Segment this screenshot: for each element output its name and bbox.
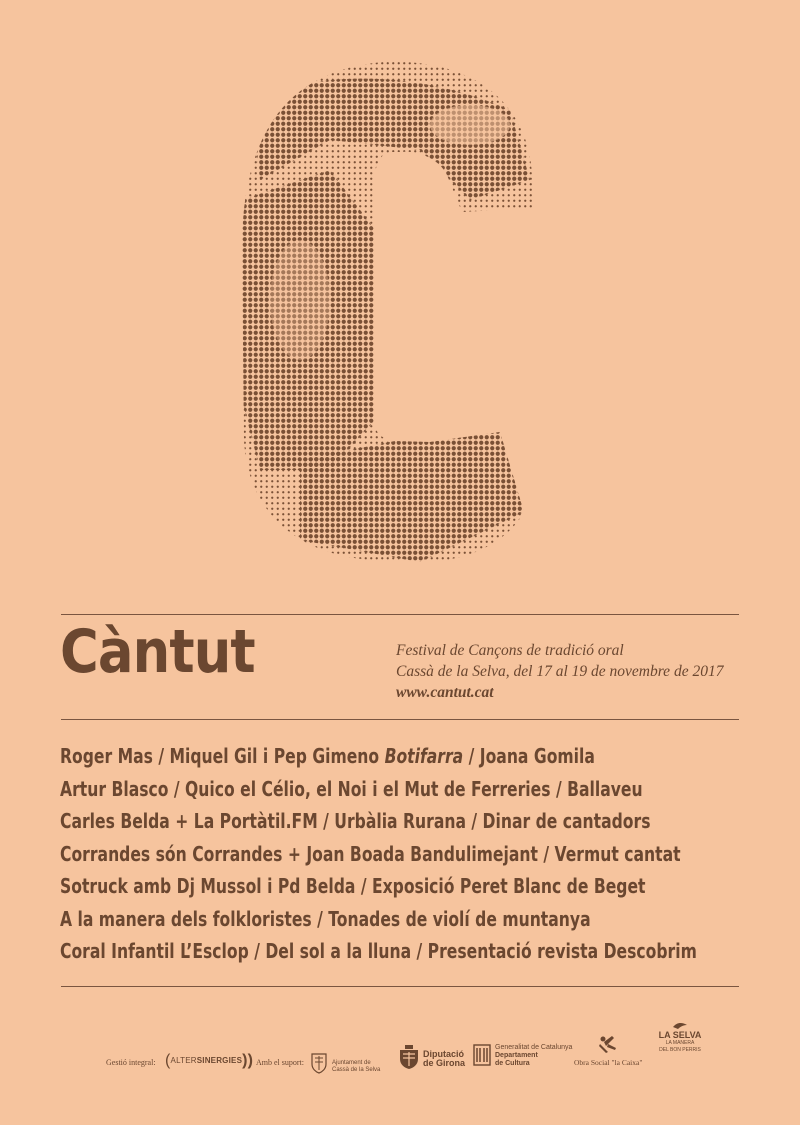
sponsors-footer	[0, 1020, 800, 1080]
middle-divider	[61, 719, 739, 720]
la-selva-line: LA SELVA	[658, 1030, 702, 1040]
bottom-divider	[61, 986, 739, 987]
bird-icon	[672, 1020, 688, 1030]
lineup-text: / Joana Gomila	[463, 744, 595, 768]
altersinergies-logo: (ALTERSINERGIES))	[165, 1052, 254, 1069]
halftone-portrait	[230, 50, 550, 570]
ajuntament-line: Ajuntament de	[332, 1060, 371, 1066]
lineup-row	[60, 740, 606, 773]
festival-info	[396, 640, 723, 703]
lineup-row: Corrandes són Corrandes + Joan Boada Bandulimejant / Vermut cantat	[60, 841, 681, 866]
management-label: Gestió integral:	[106, 1058, 156, 1067]
la-selva-logo	[655, 1020, 705, 1053]
alter-suffix: SINERGIES	[196, 1056, 243, 1066]
generalitat-emblem-icon	[473, 1044, 491, 1066]
generalitat-line: de Cultura	[495, 1060, 530, 1067]
lineup-list	[60, 740, 760, 968]
la-selva-line: DEL BON PERRIS	[659, 1047, 701, 1053]
festival-website-link[interactable]: www.cantut.cat	[396, 684, 494, 701]
festival-title: Càntut	[60, 617, 255, 687]
diputacio-line: de Girona	[423, 1058, 466, 1068]
lineup-text-italic: Botifarra	[384, 744, 464, 768]
lineup-row: A la manera dels folkloristes / Tonades de violí de muntanya	[60, 906, 591, 931]
festival-subtitle: Festival de Cançons de tradició oral	[396, 642, 624, 659]
support-label: Amb el suport:	[256, 1058, 304, 1067]
coat-of-arms-icon	[398, 1044, 420, 1070]
festival-place-dates: Cassà de la Selva, del 17 al 19 de novembre de 2017	[396, 663, 724, 680]
coat-of-arms-icon	[310, 1050, 328, 1074]
la-selva-line: LA MANERA	[665, 1040, 695, 1046]
top-divider	[61, 614, 739, 615]
alter-prefix: ALTER	[170, 1056, 197, 1066]
la-caixa-star-icon	[596, 1034, 622, 1054]
lineup-row: Carles Belda + La Portàtil.FM / Urbàlia Rurana / Dinar de cantadors	[60, 809, 651, 833]
lineup-row: Coral Infantil L’Esclop / Del sol a la lluna / Presentació revista Descobrim	[60, 939, 697, 963]
generalitat-line: Generalitat de Catalunya	[495, 1044, 573, 1051]
ajuntament-line: Cassà de la Selva	[332, 1067, 381, 1073]
lineup-row: Sotruck amb Dj Mussol i Pd Belda / Exposició Peret Blanc de Beget	[60, 874, 646, 898]
lineup-row: Artur Blasco / Quico el Célio, el Noi i el Mut de Ferreries / Ballaveu	[60, 776, 643, 801]
obra-social-label: Obra Social "la Caixa"	[574, 1058, 643, 1067]
generalitat-line: Departament	[495, 1052, 538, 1059]
diputacio-line: Diputació	[423, 1049, 465, 1059]
lineup-text: Roger Mas / Miquel Gil i Pep Gimeno	[60, 744, 385, 768]
